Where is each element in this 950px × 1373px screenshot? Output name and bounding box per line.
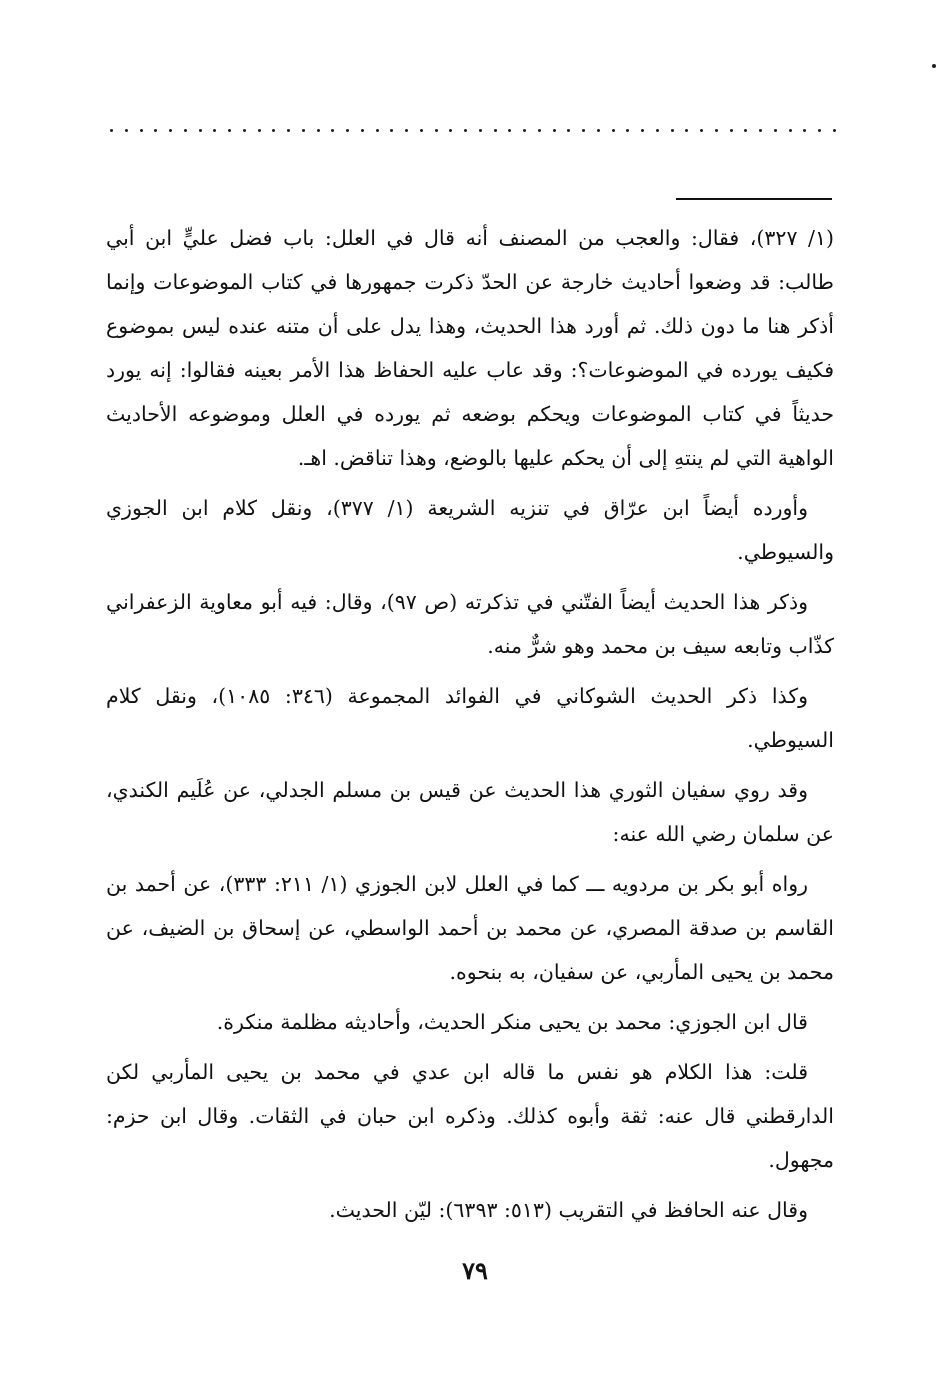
footnote-paragraph: وقد روي سفيان الثوري هذا الحديث عن قيس بن مسلم الجدلي، عن عُلَيم الكندي، عن سلمان رضي الله عنه: <box>106 778 834 846</box>
footnote-paragraph: وكذا ذكر الحديث الشوكاني في الفوائد المجموعة (٣٤٦: ١٠٨٥)، ونقل كلام السيوطي. <box>106 684 834 752</box>
footnote-rule <box>676 198 832 200</box>
footnote-paragraph: (١/ ٣٢٧)، فقال: والعجب من المصنف أنه قال في العلل: باب فضل عليٍّ ابن أبي طالب: قد وضعوا أحاديث خارجة عن الحدّ ذكرت جمهورها في كتاب الموضوعات وإنما أذكر هنا ما دون ذلك. ثم أورد هذا الحديث، وهذا يدل على أن متنه عنده ليس بموضوع فكيف يورده في الموضوعات؟: وقد عاب عليه الحفاظ هذا الأمر بعينه فقالوا: إنه يورد حديثاً في كتاب الموضوعات ويحكم بوضعه ثم يورده في العلل وموضوعه الأحاديث الواهية التي لم ينتهِ إلى أن يحكم عليها بالوضع، وهذا تناقض. اهـ. <box>106 226 834 470</box>
footnote-text <box>106 216 834 1238</box>
footnote-paragraph: رواه أبو بكر بن مردويه ـــ كما في العلل لابن الجوزي (١/ ٢١١: ٣٣٣)، عن أحمد بن القاسم بن صدقة المصري، عن محمد بن أحمد الواسطي، عن إسحاق بن الضيف، عن محمد بن يحيى المأربي، عن سفيان، به بنحوه. <box>106 872 834 984</box>
footnote-paragraph: قلت: هذا الكلام هو نفس ما قاله ابن عدي في محمد بن يحيى المأربي لكن الدارقطني قال عنه: ثقة وأبوه كذلك. وذكره ابن حبان في الثقات. وقال ابن حزم: مجهول. <box>106 1060 834 1172</box>
dotted-separator <box>110 120 836 140</box>
page-number: ٧٩ <box>462 1256 488 1285</box>
footnote-paragraph: قال ابن الجوزي: محمد بن يحيى منكر الحديث، وأحاديثه مظلمة منكرة. <box>216 1010 808 1034</box>
margin-speck <box>932 64 936 68</box>
footnote-paragraph: وذكر هذا الحديث أيضاً الفتّني في تذكرته (ص ٩٧)، وقال: فيه أبو معاوية الزعفراني كذّاب وتابعه سيف بن محمد وهو شرٌّ منه. <box>106 590 834 658</box>
footnote-paragraph: وقال عنه الحافظ في التقريب (٥١٣: ٦٣٩٣): ليّن الحديث. <box>329 1198 808 1222</box>
footnote-paragraph: وأورده أيضاً ابن عرّاق في تنزيه الشريعة (١/ ٣٧٧)، ونقل كلام ابن الجوزي والسيوطي. <box>106 496 834 564</box>
